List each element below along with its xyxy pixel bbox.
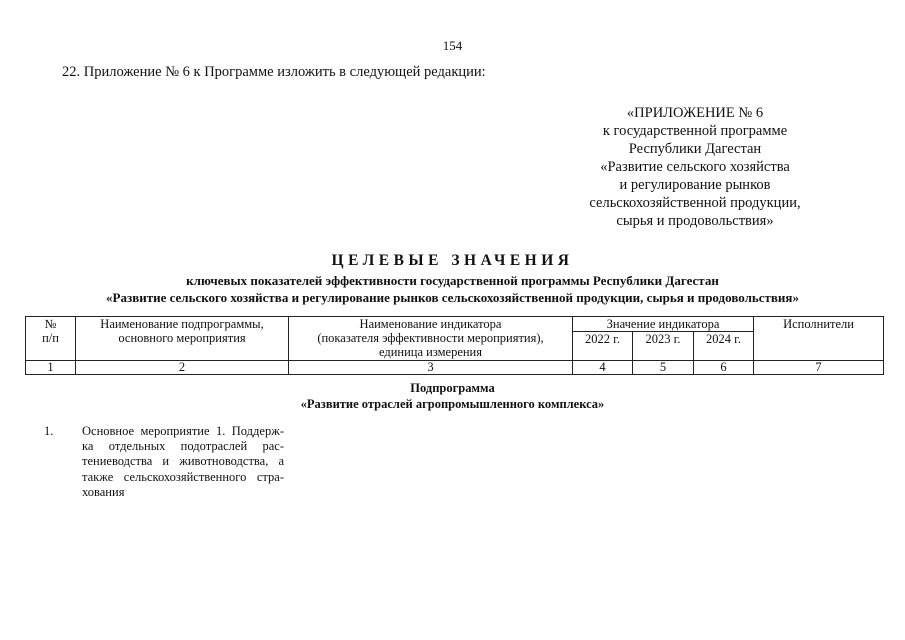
column-number: 4 bbox=[573, 361, 633, 375]
document-subtitle-line1: ключевых показателей эффективности государственной программы Республики Дагестан bbox=[186, 273, 719, 288]
appendix-line: Республики Дагестан bbox=[628, 141, 762, 157]
appendix-line: и регулирование рынков bbox=[619, 177, 771, 193]
item-line: также сельскохозяйственного стра- bbox=[82, 469, 284, 484]
column-number: 1 bbox=[26, 361, 76, 375]
header-executors: Исполнители bbox=[754, 317, 884, 361]
header-subprogram-name bbox=[76, 317, 289, 361]
indicators-table bbox=[25, 316, 884, 375]
header-number-line1: № bbox=[44, 317, 57, 331]
header-indicator-line3: единица измерения bbox=[378, 345, 482, 359]
intro-paragraph: 22. Приложение № 6 к Программе изложить в следующей редакции: bbox=[62, 64, 486, 80]
header-year-2024: 2024 г. bbox=[694, 332, 754, 361]
subprogram-label: Подпрограмма bbox=[410, 381, 495, 395]
header-indicator-line1: Наименование индикатора bbox=[359, 317, 502, 331]
header-indicator-line2: (показателя эффективности мероприятия), bbox=[317, 331, 544, 345]
appendix-line: «Развитие сельского хозяйства bbox=[600, 159, 790, 175]
appendix-line: к государственной программе bbox=[602, 123, 788, 139]
item-number: 1. bbox=[44, 424, 54, 438]
document-title: ЦЕЛЕВЫЕ ЗНАЧЕНИЯ bbox=[331, 252, 574, 269]
item-line: Основное мероприятие 1. Поддерж- bbox=[82, 424, 284, 438]
header-indicator-value: Значение индикатора bbox=[573, 317, 754, 332]
appendix-line: сельскохозяйственной продукции, bbox=[589, 195, 801, 211]
appendix-line: сырья и продовольствия» bbox=[616, 213, 774, 229]
item-line: хования bbox=[82, 484, 125, 499]
subprogram-name: «Развитие отраслей агропромышленного комплекса» bbox=[300, 397, 605, 411]
column-numbers-row bbox=[26, 361, 884, 375]
page-number: 154 bbox=[442, 38, 463, 53]
header-year-2023: 2023 г. bbox=[633, 332, 694, 361]
header-name-line2: основного мероприятия bbox=[118, 331, 246, 345]
document-subtitle-line2: «Развитие сельского хозяйства и регулирование рынков сельскохозяйственной продукции, сырья и продовольствия» bbox=[106, 290, 799, 305]
column-number: 3 bbox=[289, 361, 573, 375]
header-indicator-name bbox=[289, 317, 573, 361]
item-line: ка отдельных подотраслей рас- bbox=[82, 439, 284, 454]
item-line: тениеводства и животноводства, а bbox=[82, 454, 284, 469]
header-number bbox=[26, 317, 76, 361]
column-number: 2 bbox=[76, 361, 289, 375]
column-number: 5 bbox=[633, 361, 694, 375]
header-number-line2: п/п bbox=[42, 331, 59, 345]
appendix-heading bbox=[560, 104, 830, 230]
appendix-line: «ПРИЛОЖЕНИЕ № 6 bbox=[626, 105, 764, 121]
header-year-2022: 2022 г. bbox=[573, 332, 633, 361]
header-name-line1: Наименование подпрограммы, bbox=[100, 317, 264, 331]
column-number: 6 bbox=[694, 361, 754, 375]
column-number: 7 bbox=[754, 361, 884, 375]
item-description bbox=[82, 424, 284, 500]
